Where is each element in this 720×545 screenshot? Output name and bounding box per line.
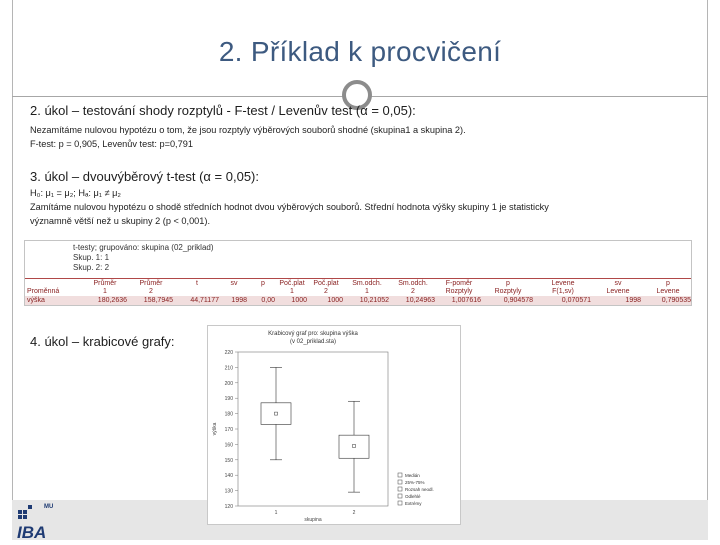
x-tick-label: 2 xyxy=(352,510,356,516)
legend-item: Extrémy xyxy=(405,501,422,506)
legend-item: Odlehlé xyxy=(405,494,421,499)
table-header-cell: p Levene xyxy=(656,280,680,295)
table-info-3: Skup. 2: 2 xyxy=(73,263,110,272)
boxplot-svg xyxy=(208,326,460,524)
task3-line2: významně větší než u skupiny 2 (p < 0,001). xyxy=(30,216,211,226)
chart-title-line: (v 02_priklad.sta) xyxy=(289,339,337,345)
task3-line1: Zamítáme nulovou hypotézu o shodě středních hodnot dvou výběrových souborů. Střední hodnota výšky skupiny 1 je statisticky xyxy=(30,202,549,212)
table-header-cell: Sm.odch. 1 xyxy=(352,280,382,295)
table-cell: 1,007616 xyxy=(451,297,481,304)
ttest-table xyxy=(24,240,692,306)
table-header-cell: t xyxy=(196,280,198,287)
table-header-cell: Průměr 1 xyxy=(93,280,117,295)
table-cell: 1998 xyxy=(625,297,641,304)
table-header-row xyxy=(25,278,691,298)
table-header-cell: Poč.plat 1 xyxy=(279,280,305,295)
table-header-cell: sv Levene xyxy=(606,280,630,295)
legend-swatch xyxy=(398,480,402,484)
legend-item: Medián xyxy=(405,473,420,478)
table-info-2: Skup. 1: 1 xyxy=(73,253,110,262)
table-cell: 180,2636 xyxy=(97,297,127,304)
table-header-cell: Průměr 2 xyxy=(139,280,163,295)
table-cell: 10,21052 xyxy=(359,297,389,304)
table-cell: 1000 xyxy=(327,297,343,304)
table-cell: 0,00 xyxy=(261,297,275,304)
iba-logo xyxy=(14,498,58,540)
legend-swatch xyxy=(398,494,402,498)
table-header-cell: Levene F(1,sv) xyxy=(551,280,575,295)
legend-swatch xyxy=(398,501,402,505)
x-tick-label: 1 xyxy=(274,510,278,516)
median-marker xyxy=(275,412,278,415)
task2-line2: F-test: p = 0,905, Levenův test: p=0,791 xyxy=(30,139,193,149)
table-header-cell: p Rozptyly xyxy=(494,280,522,295)
table-cell: 0,904578 xyxy=(503,297,533,304)
table-cell: výška xyxy=(27,297,45,304)
chart-title-line: Krabicový graf pro: skupina výška xyxy=(268,331,358,337)
y-tick-label: 200 xyxy=(224,380,233,387)
iba-logo-graphic xyxy=(14,498,58,540)
y-tick-label: 140 xyxy=(224,473,233,480)
y-tick-label: 170 xyxy=(224,427,233,433)
y-tick-label: 130 xyxy=(224,488,233,495)
table-header-cell: Sm.odch. 2 xyxy=(398,280,428,295)
table-cell: 158,7945 xyxy=(143,297,173,304)
table-header-cell: Poč.plat 2 xyxy=(313,280,339,295)
y-tick-label: 220 xyxy=(224,350,233,356)
table-header-cell: sv xyxy=(230,280,238,287)
y-axis-label: výška xyxy=(212,422,218,436)
table-info-1: t-testy; grupováno: skupina (02_priklad) xyxy=(73,243,214,252)
legend-item: Rozsah neodl. xyxy=(405,487,434,492)
slide-title: 2. Příklad k procvičení xyxy=(218,36,502,67)
task4-heading: 4. úkol – krabicové grafy: xyxy=(30,334,175,349)
boxplot-chart xyxy=(207,325,461,525)
table-header-cell: p xyxy=(261,280,265,287)
table-cell: 1000 xyxy=(291,297,307,304)
table-cell: 44,71177 xyxy=(190,297,219,304)
plot-area xyxy=(238,352,388,506)
y-tick-label: 180 xyxy=(224,411,233,418)
table-row xyxy=(25,296,691,305)
median-marker xyxy=(353,444,356,447)
table-header-cell: F-poměr Rozptyly xyxy=(445,280,473,295)
task3-heading: 3. úkol – dvouvýběrový t-test (α = 0,05): xyxy=(30,169,259,184)
task2-heading: 2. úkol – testování shody rozptylů - F-test / Levenův test (α = 0,05): xyxy=(30,103,416,118)
y-tick-label: 160 xyxy=(224,442,233,449)
table-cell: 0,790535 xyxy=(661,297,691,304)
table-cell: 1998 xyxy=(231,297,247,304)
y-tick-label: 120 xyxy=(224,504,233,510)
x-axis-label: skupina xyxy=(304,517,322,523)
table-cell: 0,070571 xyxy=(561,297,591,304)
table-header-cell: Proměnná xyxy=(27,288,60,295)
y-tick-label: 210 xyxy=(224,365,233,372)
legend-swatch xyxy=(398,487,402,491)
logo-small-text: MU xyxy=(44,504,54,510)
task2-line1: Nezamítáme nulovou hypotézu o tom, že jsou rozptyly výběrových souborů shodné (skupina1 a skupina 2). xyxy=(30,125,466,135)
y-tick-label: 190 xyxy=(224,396,233,403)
legend-item: 25%-75% xyxy=(405,480,425,485)
legend-swatch xyxy=(398,473,402,477)
y-tick-label: 150 xyxy=(224,457,233,464)
logo-text: IBA xyxy=(17,523,47,540)
task3-hypothesis: H₀: μ₁ = μ₂; Hₐ: μ₁ ≠ μ₂ xyxy=(30,188,121,198)
table-cell: 10,24963 xyxy=(405,297,435,304)
